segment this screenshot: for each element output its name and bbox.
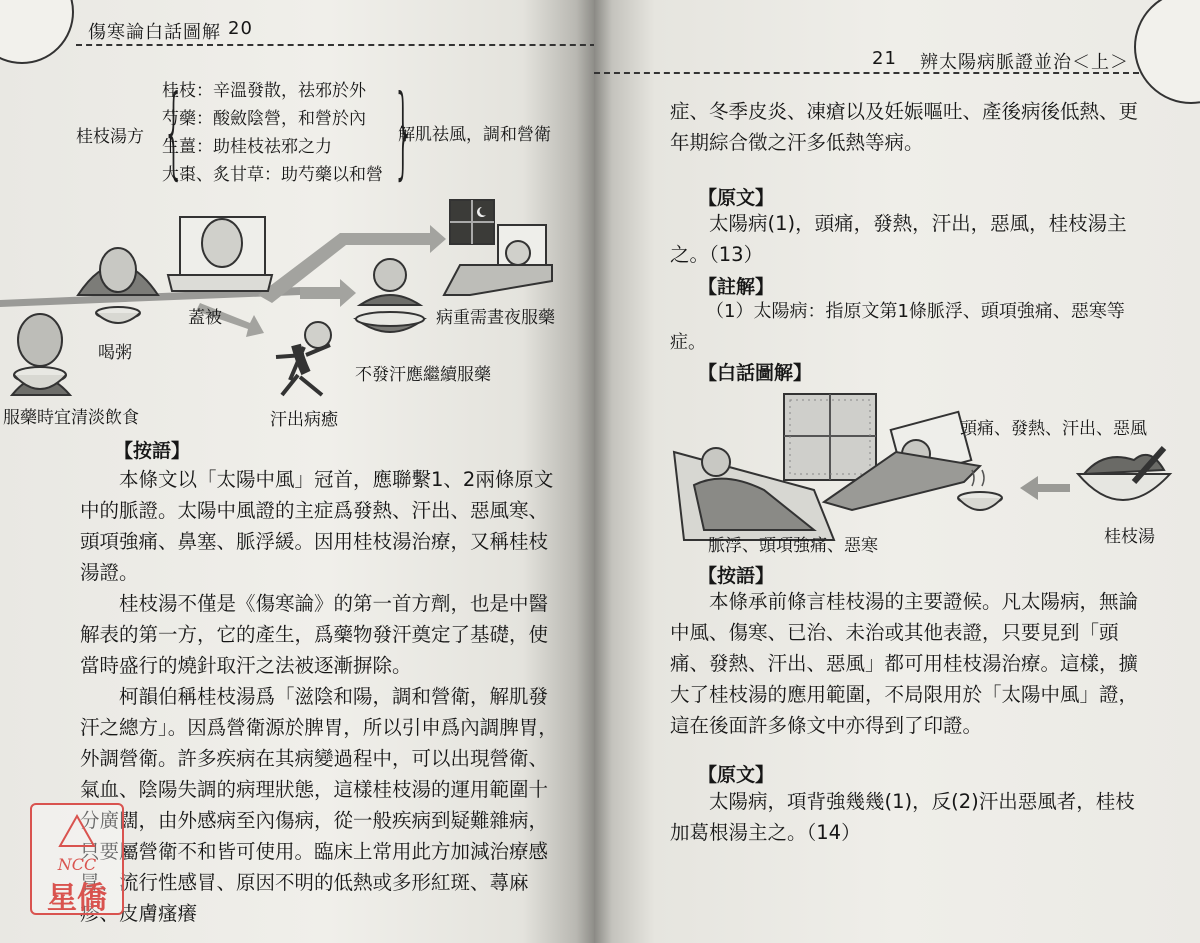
patient-porridge-icon xyxy=(78,248,158,323)
label-decoction: 桂枝湯 xyxy=(1104,527,1155,547)
window-icon xyxy=(784,394,876,480)
flow-arrow-right xyxy=(300,279,356,307)
night-window-icon xyxy=(450,200,494,244)
formula-name: 桂枝湯方 xyxy=(76,127,144,147)
book-title-header: 傷寒論白話圖解 xyxy=(88,22,221,43)
stamp-chinese: 星僑 xyxy=(47,881,107,916)
corner-portrait-icon xyxy=(1134,0,1200,104)
formula-summary: 解肌祛風，調和營衛 xyxy=(398,125,551,145)
paragraph: 柯韻伯稱桂枝湯爲「滋陰和陽，調和營衛，解肌發汗之總方」。因爲營衛源於脾胃，所以引申爲內調脾胃，外調營衛。許多疾病在其病變過程中，可以出現營衛、氣血、陰陽失調的病理狀態，這樣桂枝湯的運用範圍十分廣闊，由外感病至內傷病，從一般疾病到疑難雜病，只要屬營衛不和皆可使用。臨床上常用此方加減治療感冒、流行性感冒、原因不明的低熱或多形紅斑、蕁麻疹、皮膚瘙癢 xyxy=(80,685,558,925)
notes-heading: 【註解】 xyxy=(698,276,775,298)
patient-eating-icon xyxy=(12,314,70,395)
stamp-latin: NCC xyxy=(57,855,97,874)
header-divider xyxy=(594,72,1139,74)
page-number: 20 xyxy=(228,18,253,39)
right-brace: } xyxy=(392,73,415,190)
continuation-text: 症、冬季皮炎、凍瘡以及妊娠嘔吐、產後病後低熱、更年期綜合徵之汗多低熱等病。 xyxy=(670,100,1139,154)
commentary-heading: 【按語】 xyxy=(698,565,775,587)
label-bland-diet: 服藥時宜清淡飲食 xyxy=(3,408,139,428)
commentary-body xyxy=(80,464,560,929)
original2-heading: 【原文】 xyxy=(698,764,775,786)
ncc-watermark-stamp xyxy=(30,803,124,915)
formula-item: 大棗、炙甘草：助芍藥以和營 xyxy=(162,165,383,185)
commentary-heading: 【按語】 xyxy=(114,440,191,462)
original-text: 太陽病(1)，頭痛，發熱，汗出，惡風，桂枝湯主之。（13） xyxy=(670,212,1127,266)
label-symptoms-bottom: 脈浮、頭項強痛、惡寒 xyxy=(708,536,878,556)
label-blanket: 蓋被 xyxy=(188,308,222,328)
formula-item: 桂枝：辛溫發散，祛邪於外 xyxy=(162,81,366,101)
label-symptoms-top: 頭痛、發熱、汗出、惡風 xyxy=(960,419,1147,439)
label-no-sweat: 不發汗應繼續服藥 xyxy=(355,365,491,385)
left-arrow-icon xyxy=(1020,476,1070,500)
page-number: 21 xyxy=(872,48,897,69)
left-page xyxy=(0,0,594,943)
left-brace: { xyxy=(162,73,185,190)
original-heading: 【原文】 xyxy=(698,187,775,209)
illustration-heading: 【白話圖解】 xyxy=(698,362,813,384)
corner-portrait-icon xyxy=(0,0,74,64)
triangle-logo-icon xyxy=(57,813,97,849)
commentary-text: 本條承前條言桂枝湯的主要證候。凡太陽病，無論中風、傷寒、已治、未治或其他表證，只要見到「頭痛、發熱、汗出、惡風」都可用桂枝湯治療。這樣，擴大了桂枝湯的應用範圍，不局限用於「太陽中風」證，這在後面許多條文中亦得到了印證。 xyxy=(670,590,1139,737)
paragraph: 桂枝湯不僅是《傷寒論》的第一首方劑，也是中醫解表的第一方，它的產生，爲藥物發汗奠定了基礎，使當時盛行的燒針取汗之法被逐漸摒除。 xyxy=(80,592,549,677)
formula-item: 生薑：助桂枝祛邪之力 xyxy=(162,137,332,157)
label-sweat-cured: 汗出病癒 xyxy=(270,410,338,430)
sweating-man-icon xyxy=(276,322,331,395)
paragraph: 本條文以「太陽中風」冠首，應聯繫1、2兩條原文中的脈證。太陽中風證的主症爲發熱、汗出、惡風寒、頭項強痛、鼻塞、脈浮緩。因用桂枝湯治療，又稱桂枝湯證。 xyxy=(80,468,554,584)
patient-in-bed-icon xyxy=(168,217,272,291)
herb-bowl-icon xyxy=(1078,448,1170,500)
patient-medicine-icon xyxy=(356,259,424,332)
original2-text: 太陽病，項背強幾幾(1)，反(2)汗出惡風者，桂枝加葛根湯主之。（14） xyxy=(670,790,1135,844)
label-porridge: 喝粥 xyxy=(98,343,132,363)
formula-item: 芍藥：酸斂陰營，和營於內 xyxy=(162,109,366,129)
right-page xyxy=(594,0,1200,943)
label-severe: 病重需晝夜服藥 xyxy=(436,308,555,328)
notes-text: （1）太陽病：指原文第1條脈浮、頭項強痛、惡寒等症。 xyxy=(670,301,1125,353)
chapter-title-header: 辨太陽病脈證並治＜上＞ xyxy=(920,52,1129,73)
header-divider xyxy=(76,44,594,46)
